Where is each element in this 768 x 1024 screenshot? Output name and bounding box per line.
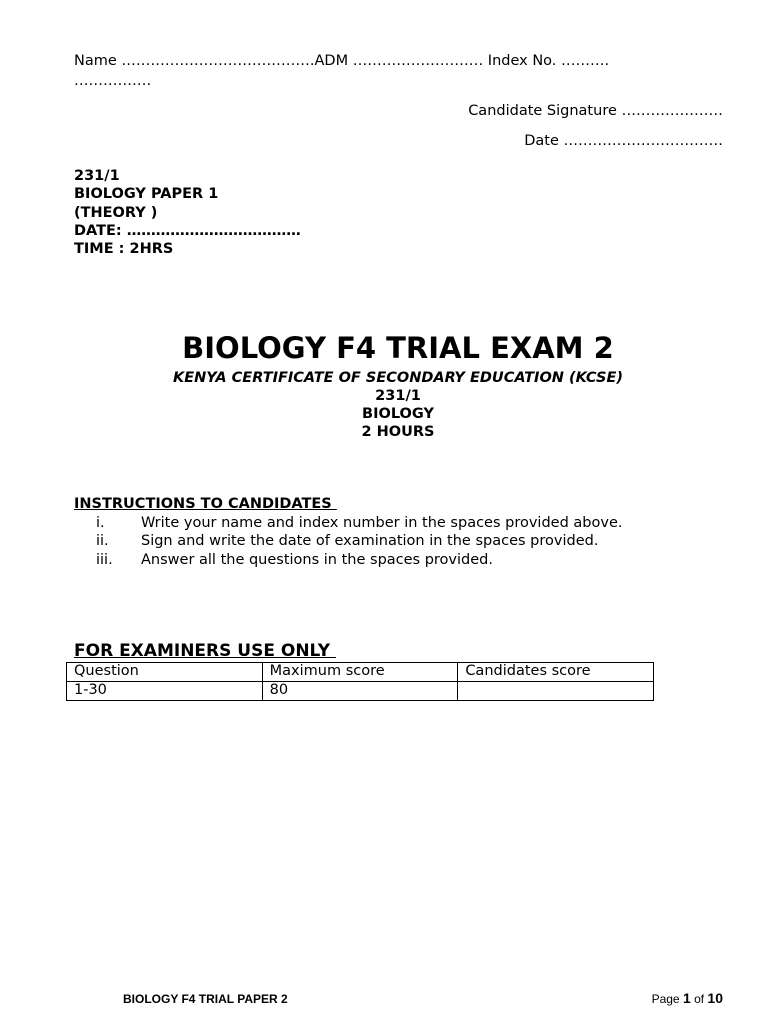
paper-date: DATE: ……………………………… xyxy=(74,223,301,239)
instruction-number: i. xyxy=(96,515,105,531)
cell-question: 1-30 xyxy=(67,682,263,701)
exam-subtitle: KENYA CERTIFICATE OF SECONDARY EDUCATION (KCSE) xyxy=(172,370,624,386)
footer-current-page: 1 xyxy=(682,990,691,1006)
name-adm-index-line: Name ………………………………….ADM ……………………… Index No. ………. xyxy=(74,53,610,69)
paper-type: (THEORY ) xyxy=(74,205,158,221)
column-header-candidates-score: Candidates score xyxy=(458,663,654,682)
candidate-signature-line: Candidate Signature ………………… xyxy=(468,103,723,119)
examiners-heading: FOR EXAMINERS USE ONLY xyxy=(74,641,336,661)
footer-page-number xyxy=(652,989,723,1009)
exam-subject: BIOLOGY xyxy=(362,406,434,422)
instruction-text: Write your name and index number in the spaces provided above. xyxy=(141,515,623,531)
exam-code: 231/1 xyxy=(375,388,421,404)
instruction-text: Sign and write the date of examination in the spaces provided. xyxy=(141,533,599,549)
footer-paper-title: BIOLOGY F4 TRIAL PAPER 2 xyxy=(123,992,288,1006)
instruction-number: iii. xyxy=(96,552,113,568)
column-header-maximum-score: Maximum score xyxy=(262,663,458,682)
paper-time: TIME : 2HRS xyxy=(74,241,174,257)
date-line: Date …………………………… xyxy=(524,133,723,149)
footer-page-word: Page xyxy=(651,992,683,1006)
cell-maximum-score: 80 xyxy=(262,682,458,701)
paper-name: BIOLOGY PAPER 1 xyxy=(74,186,219,202)
instructions-heading: INSTRUCTIONS TO CANDIDATES xyxy=(74,496,337,512)
exam-duration: 2 HOURS xyxy=(361,424,435,440)
column-header-question: Question xyxy=(67,663,263,682)
footer-of-word: of xyxy=(690,992,708,1006)
exam-title: BIOLOGY F4 TRIAL EXAM 2 xyxy=(182,331,614,365)
name-line-continuation: ……………. xyxy=(74,73,152,89)
table-row xyxy=(67,682,654,701)
examiners-score-table xyxy=(66,662,654,701)
cell-candidates-score xyxy=(458,682,654,701)
footer-total-pages: 10 xyxy=(707,990,723,1006)
instruction-text: Answer all the questions in the spaces provided. xyxy=(141,552,493,568)
paper-code: 231/1 xyxy=(74,168,120,184)
instruction-number: ii. xyxy=(96,533,109,549)
table-header-row xyxy=(67,663,654,682)
